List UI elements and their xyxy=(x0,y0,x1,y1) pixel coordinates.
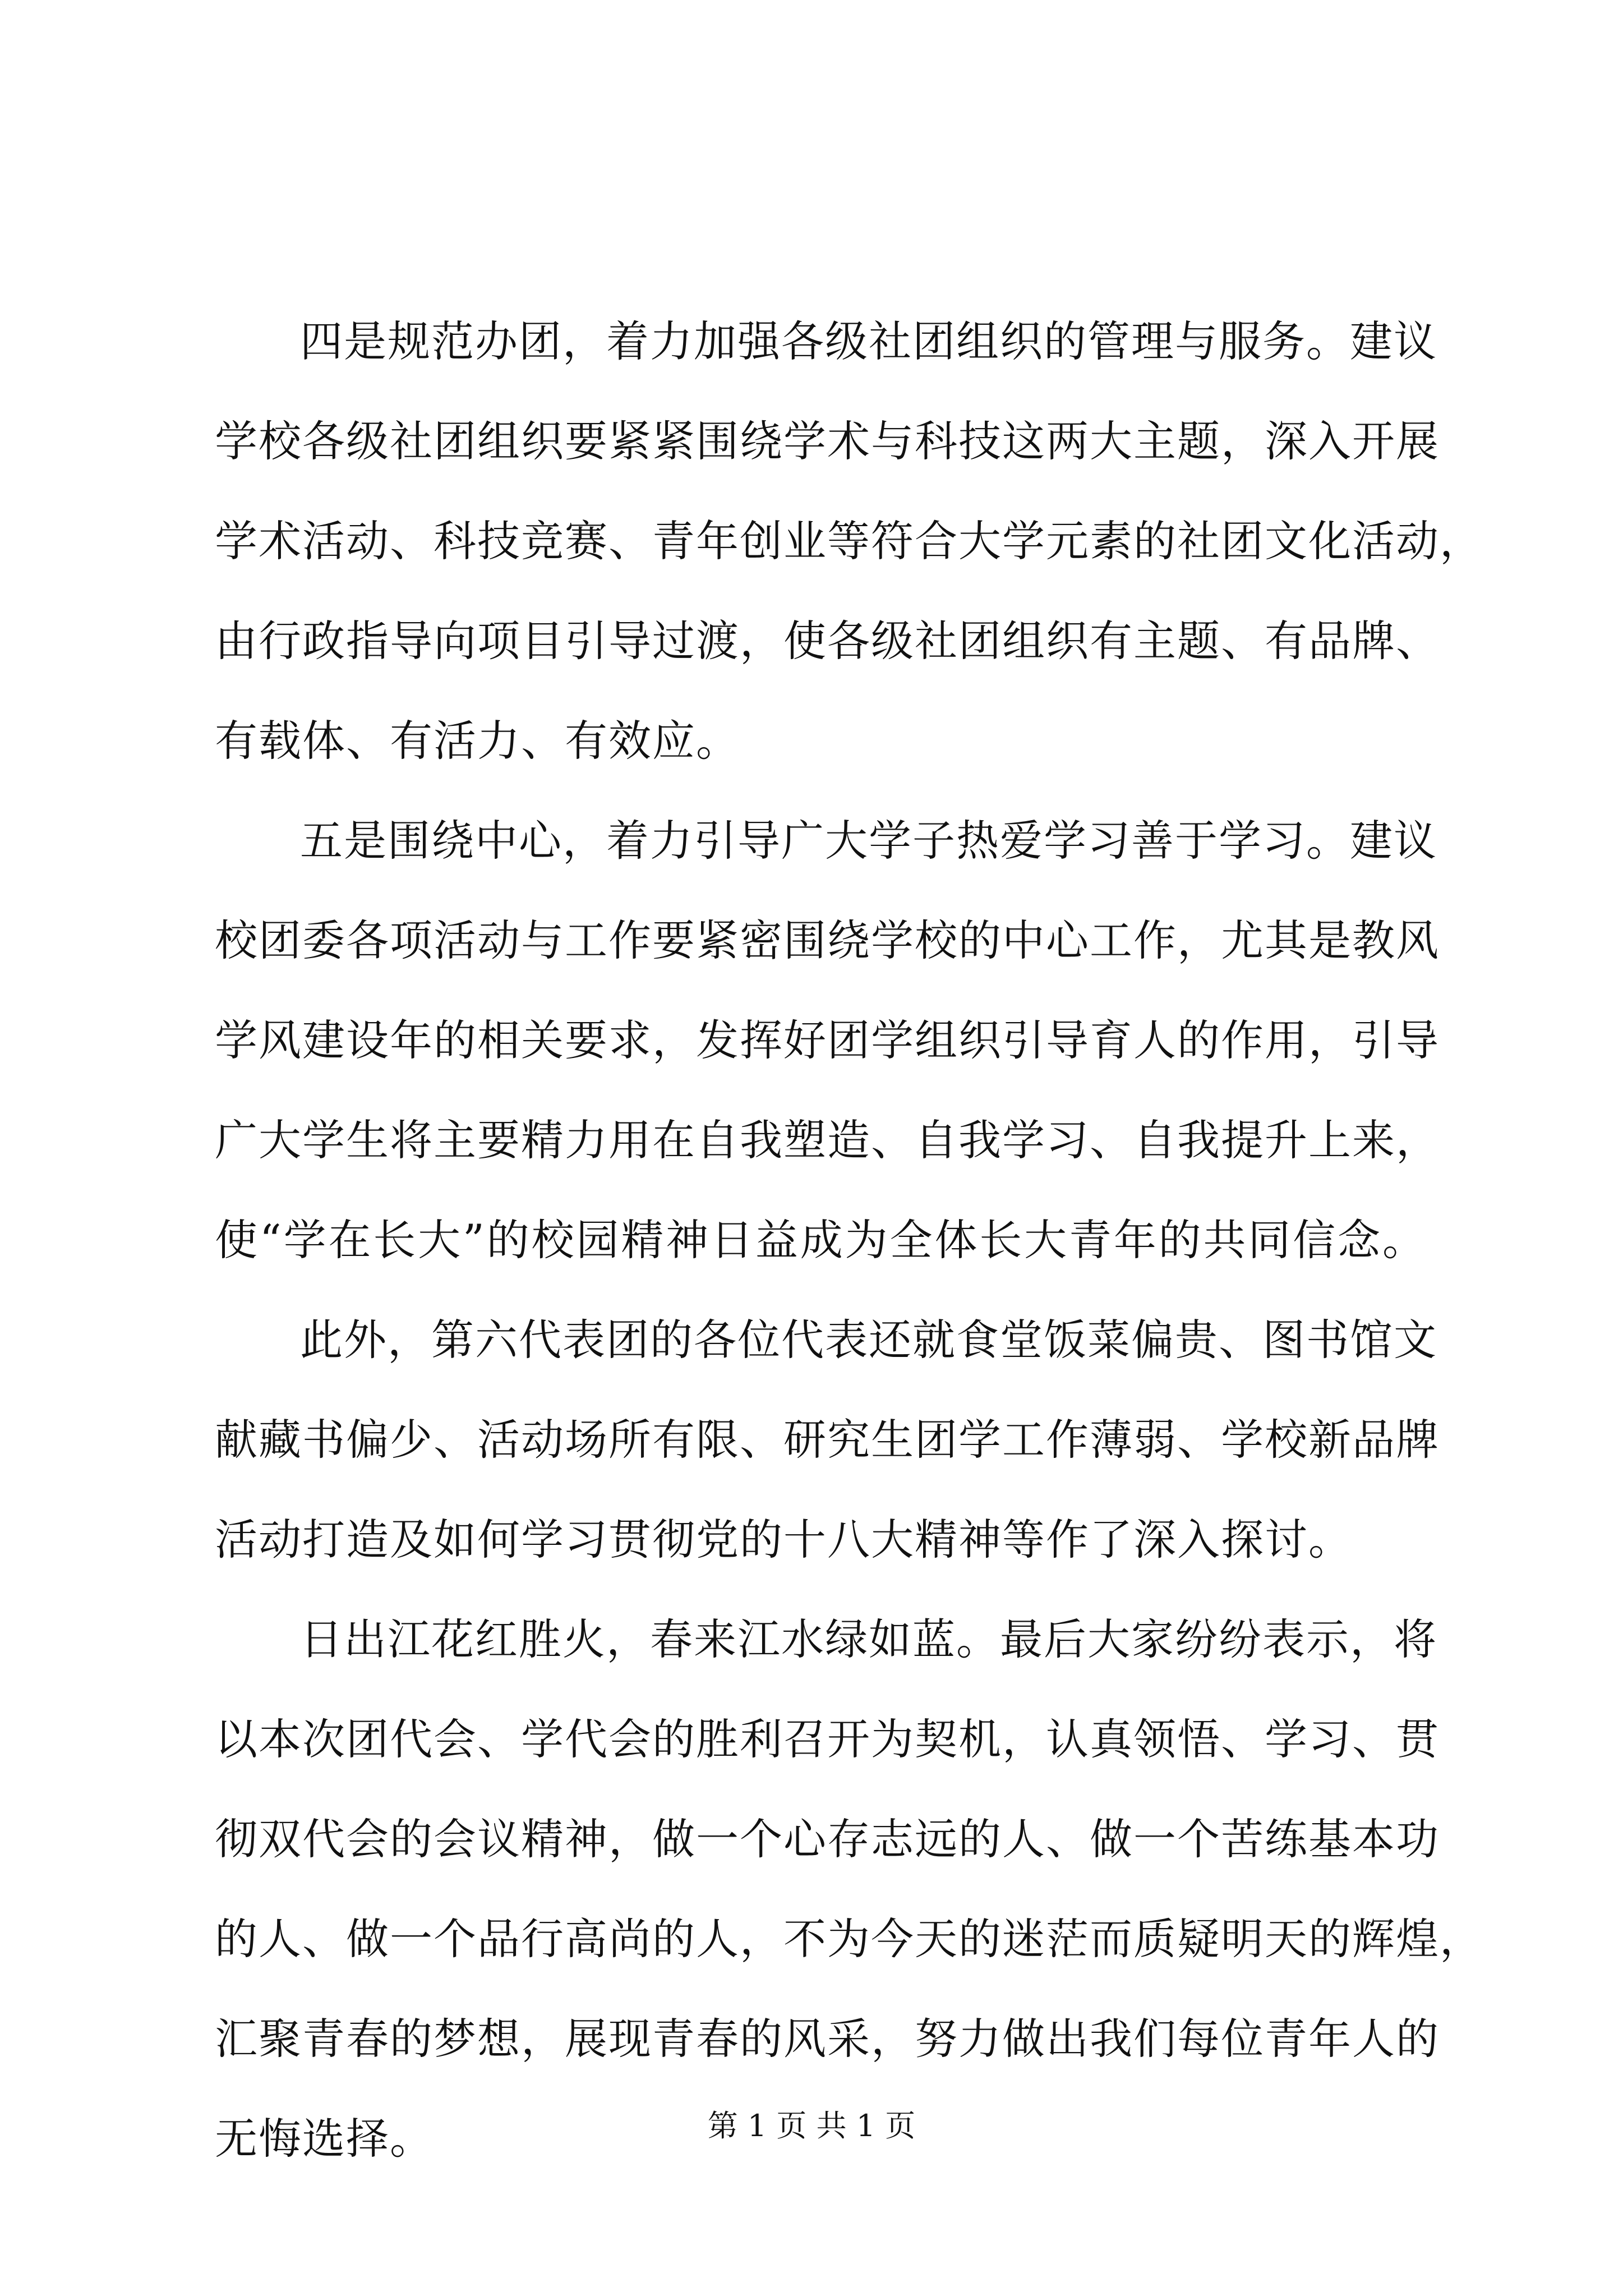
text-line: 彻双代会的会议精神，做一个心存志远的人、做一个苦练基本功 xyxy=(215,1814,1440,1864)
text-line: 无悔选择。 xyxy=(215,2114,434,2164)
text-line: 五是围绕中心，着力引导广大学子热爱学习善于学习。建议 xyxy=(300,816,1437,866)
text-line: 学校各级社团组织要紧紧围绕学术与科技这两大主题，深入开展 xyxy=(215,416,1440,466)
text-line: 学术活动、科技竞赛、青年创业等符合大学元素的社团文化活动， xyxy=(215,516,1483,566)
text-line: 献藏书偏少、活动场所有限、研究生团学工作薄弱、学校新品牌 xyxy=(215,1415,1440,1465)
text-line: 日出江花红胜火，春来江水绿如蓝。最后大家纷纷表示，将 xyxy=(300,1614,1437,1664)
text-line: 使“学在长大”的校园精神日益成为全体长大青年的共同信念。 xyxy=(215,1215,1426,1265)
text-line: 的人、做一个品行高尚的人，不为今天的迷茫而质疑明天的辉煌， xyxy=(215,1914,1483,1964)
text-line: 四是规范办团，着力加强各级社团组织的管理与服务。建议 xyxy=(300,316,1437,366)
text-line: 广大学生将主要精力用在自我塑造、自我学习、自我提升上来， xyxy=(215,1115,1440,1165)
page-number-footer: 第 1 页 共 1 页 xyxy=(707,2108,916,2143)
document-body xyxy=(215,292,1483,2189)
text-line: 汇聚青春的梦想，展现青春的风采，努力做出我们每位青年人的 xyxy=(215,2014,1440,2064)
text-line: 此外，第六代表团的各位代表还就食堂饭菜偏贵、图书馆文 xyxy=(300,1315,1437,1365)
text-line: 有载体、有活力、有效应。 xyxy=(215,716,740,766)
text-line: 活动打造及如何学习贯彻党的十八大精神等作了深入探讨。 xyxy=(215,1515,1352,1565)
text-line: 以本次团代会、学代会的胜利召开为契机，认真领悟、学习、贯 xyxy=(215,1714,1440,1764)
text-line: 学风建设年的相关要求，发挥好团学组织引导育人的作用，引导 xyxy=(215,1015,1440,1065)
text-line: 校团委各项活动与工作要紧密围绕学校的中心工作，尤其是教风 xyxy=(215,915,1440,965)
text-line: 由行政指导向项目引导过渡，使各级社团组织有主题、有品牌、 xyxy=(215,616,1440,666)
